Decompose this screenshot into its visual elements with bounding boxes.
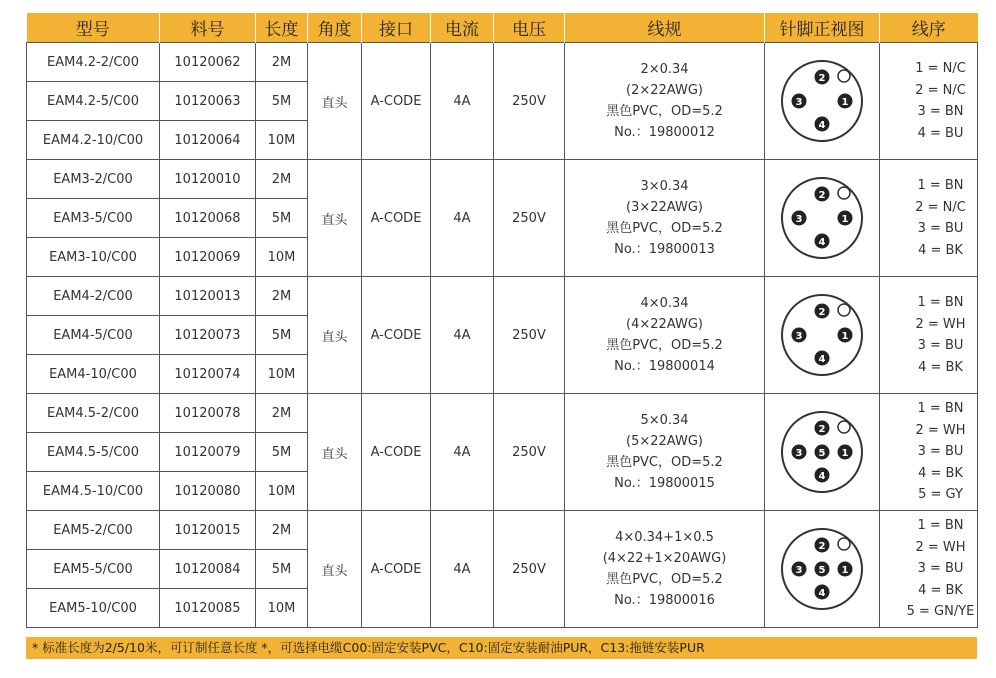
wire-gauge-cell [565,43,765,160]
table-row [27,511,978,550]
wire-spec-line: (3×22AWG) [626,200,703,215]
model-cell: EAM4-10/C00 [27,355,160,394]
part-number-cell: 10120074 [160,355,256,394]
wire-spec-line: (2×22AWG) [626,83,703,98]
table-body [27,43,978,628]
length-cell: 2M [256,43,308,82]
wire-spec-line: 4×0.34 [640,296,689,311]
wire-spec-line: 3×0.34 [640,179,689,194]
model-cell: EAM5-2/C00 [27,511,160,550]
header-length: 长度 [256,13,308,43]
wire-spec-line: 4×0.34+1×0.5 [615,530,714,545]
pin-view-cell [765,511,880,628]
part-number-cell: 10120068 [160,199,256,238]
wire-sequence-line: 4 = BK [918,359,963,375]
pin-number: 2 [818,72,826,84]
current-cell: 4A [431,43,494,160]
voltage-cell: 250V [494,160,565,277]
interface-cell: A-CODE [362,43,431,160]
length-cell: 10M [256,238,308,277]
pin-number: 4 [818,236,826,248]
pin-number: 4 [818,470,826,482]
interface-cell: A-CODE [362,277,431,394]
pin-number: 5 [818,564,826,576]
length-cell: 2M [256,277,308,316]
wire-sequence-line: 2 = N/C [915,82,966,98]
wire-sequence-line: 4 = BU [917,125,964,141]
wire-spec-line: No.：19800015 [614,476,715,491]
header-pin-view: 针脚正视图 [765,13,880,43]
pin-number: 1 [841,564,849,576]
wire-sequence-cell [880,43,978,160]
angle-cell: 直头 [308,43,362,160]
wire-sequence-line: 4 = BK [918,465,963,481]
coding-key [838,538,850,550]
wire-sequence-line: 1 = N/C [915,61,966,76]
length-cell: 2M [256,160,308,199]
wire-spec-line: (4×22+1×20AWG) [602,551,727,566]
wire-spec-line: No.：19800014 [614,359,715,374]
pin-diagram [777,173,867,263]
pin-view-cell [765,277,880,394]
current-cell: 4A [431,160,494,277]
pin-number: 2 [818,189,826,201]
voltage-cell: 250V [494,394,565,511]
length-cell: 10M [256,355,308,394]
length-cell: 5M [256,550,308,589]
pin-view-cell [765,43,880,160]
wire-spec-line: 黑色PVC，OD=5.2 [606,104,723,119]
footnote: * 标准长度为2/5/10米，可订制任意长度 *，可选择电缆C00:固定安装PVC，C10:固定安装耐油PUR，C13:拖链安装PUR [26,637,977,659]
part-number-cell: 10120085 [160,589,256,628]
pin-number: 3 [795,447,803,459]
header-angle: 角度 [308,13,362,43]
wire-sequence-line: 4 = BK [918,242,963,258]
model-cell: EAM5-5/C00 [27,550,160,589]
wire-spec-line: No.：19800016 [614,593,715,608]
voltage-cell: 250V [494,277,565,394]
part-number-cell: 10120010 [160,160,256,199]
pin-number: 1 [841,447,849,459]
current-cell: 4A [431,511,494,628]
length-cell: 5M [256,316,308,355]
wire-sequence-line: 3 = BN [917,104,964,119]
part-number-cell: 10120013 [160,277,256,316]
wire-sequence-line: 3 = BU [917,221,964,236]
interface-cell: A-CODE [362,511,431,628]
pin-diagram [777,407,867,497]
wire-spec-line: 黑色PVC，OD=5.2 [606,221,723,236]
wire-sequence-line: 1 = BN [917,178,964,193]
header-interface: 接口 [362,13,431,43]
table-row [27,394,978,433]
header-row [27,13,978,43]
wire-sequence-cell [880,160,978,277]
model-cell: EAM4.2-2/C00 [27,43,160,82]
angle-cell: 直头 [308,394,362,511]
pin-number: 2 [818,306,826,318]
wire-gauge-cell [565,394,765,511]
length-cell: 5M [256,199,308,238]
part-number-cell: 10120069 [160,238,256,277]
wire-sequence-line: 2 = WH [915,539,966,555]
wire-spec-line: (5×22AWG) [626,434,703,449]
part-number-cell: 10120064 [160,121,256,160]
pin-diagram [777,56,867,146]
current-cell: 4A [431,394,494,511]
pin-number: 3 [795,213,803,225]
wire-sequence-line: 5 = GN/YE [906,604,975,620]
coding-key [838,421,850,433]
angle-cell: 直头 [308,277,362,394]
wire-sequence-line: 1 = BN [917,401,964,417]
pin-number: 1 [841,96,849,108]
header-part-no: 料号 [160,13,256,43]
pin-number: 3 [795,96,803,108]
model-cell: EAM3-10/C00 [27,238,160,277]
voltage-cell: 250V [494,43,565,160]
length-cell: 2M [256,511,308,550]
model-cell: EAM4.5-2/C00 [27,394,160,433]
angle-cell: 直头 [308,160,362,277]
model-cell: EAM3-5/C00 [27,199,160,238]
part-number-cell: 10120073 [160,316,256,355]
interface-cell: A-CODE [362,160,431,277]
model-cell: EAM3-2/C00 [27,160,160,199]
wire-spec-line: No.：19800013 [614,242,715,257]
pin-number: 1 [841,213,849,225]
wire-gauge-cell [565,277,765,394]
header-current: 电流 [431,13,494,43]
part-number-cell: 10120078 [160,394,256,433]
pin-number: 3 [795,564,803,576]
table-row [27,43,978,82]
wire-sequence-line: 2 = N/C [915,199,966,215]
pin-number: 4 [818,119,826,131]
coding-key [838,70,850,82]
wire-sequence-cell [880,511,978,628]
part-number-cell: 10120079 [160,433,256,472]
model-cell: EAM4-5/C00 [27,316,160,355]
wire-spec-line: 黑色PVC，OD=5.2 [606,572,723,587]
spec-table [26,13,978,628]
model-cell: EAM4-2/C00 [27,277,160,316]
length-cell: 10M [256,589,308,628]
pin-diagram [777,524,867,614]
header-voltage: 电压 [494,13,565,43]
coding-key [838,187,850,199]
part-number-cell: 10120063 [160,82,256,121]
table-row [27,277,978,316]
pin-view-cell [765,160,880,277]
wire-spec-line: No.：19800012 [614,125,715,140]
length-cell: 10M [256,472,308,511]
header-wire-sequence: 线序 [880,13,978,43]
pin-diagram [777,290,867,380]
wire-sequence-line: 5 = GY [918,487,963,503]
length-cell: 2M [256,394,308,433]
pin-number: 1 [841,330,849,342]
interface-cell: A-CODE [362,394,431,511]
pin-number: 4 [818,353,826,365]
current-cell: 4A [431,277,494,394]
wire-sequence-line: 1 = BN [917,518,964,534]
pin-number: 4 [818,587,826,599]
pin-number: 2 [818,540,826,552]
length-cell: 10M [256,121,308,160]
wire-sequence-line: 2 = WH [915,316,966,332]
pin-view-cell [765,394,880,511]
model-cell: EAM4.5-10/C00 [27,472,160,511]
length-cell: 5M [256,433,308,472]
wire-sequence-line: 3 = BU [917,444,964,460]
wire-spec-line: 黑色PVC，OD=5.2 [606,338,723,353]
wire-sequence-line: 3 = BU [917,338,964,353]
wire-sequence-line: 2 = WH [915,422,966,438]
table-row [27,160,978,199]
wire-sequence-line: 3 = BU [917,561,964,577]
wire-spec-line: 5×0.34 [640,413,689,428]
part-number-cell: 10120062 [160,43,256,82]
wire-spec-line: (4×22AWG) [626,317,703,332]
model-cell: EAM5-10/C00 [27,589,160,628]
pin-number: 2 [818,423,826,435]
part-number-cell: 10120080 [160,472,256,511]
length-cell: 5M [256,82,308,121]
wire-sequence-line: 1 = BN [917,295,964,310]
pin-number: 3 [795,330,803,342]
coding-key [838,304,850,316]
wire-spec-line: 黑色PVC，OD=5.2 [606,455,723,470]
model-cell: EAM4.2-10/C00 [27,121,160,160]
model-cell: EAM4.2-5/C00 [27,82,160,121]
part-number-cell: 10120084 [160,550,256,589]
angle-cell: 直头 [308,511,362,628]
header-model: 型号 [27,13,160,43]
header-wire-gauge: 线规 [565,13,765,43]
wire-gauge-cell [565,160,765,277]
wire-sequence-line: 4 = BK [918,582,963,598]
pin-number: 5 [818,447,826,459]
wire-spec-line: 2×0.34 [640,62,689,77]
wire-sequence-cell [880,277,978,394]
voltage-cell: 250V [494,511,565,628]
part-number-cell: 10120015 [160,511,256,550]
wire-gauge-cell [565,511,765,628]
model-cell: EAM4.5-5/C00 [27,433,160,472]
wire-sequence-cell [880,394,978,511]
